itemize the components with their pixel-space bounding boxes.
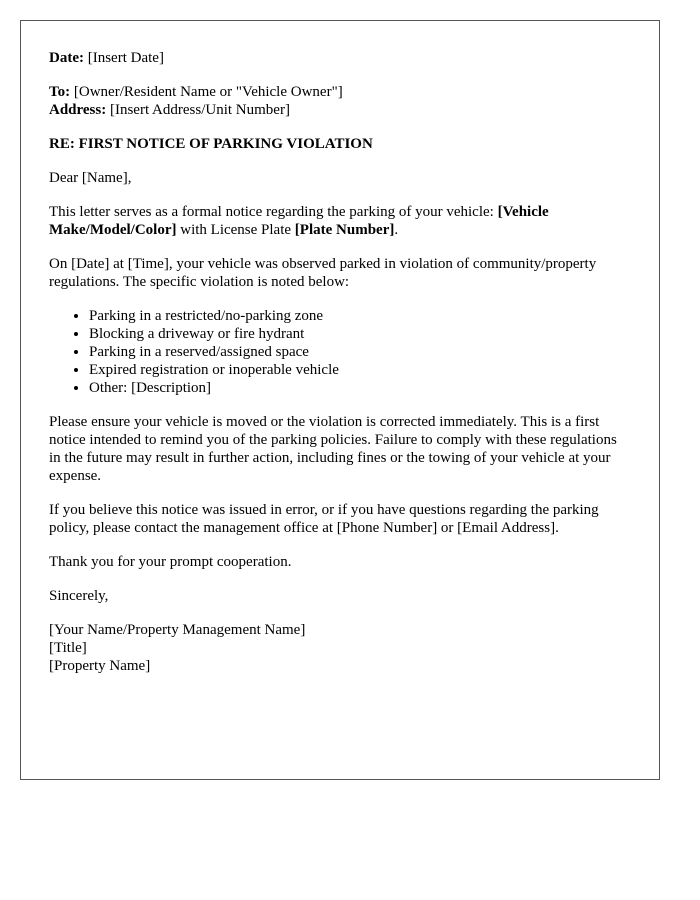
list-item: • Parking in a restricted/no-parking zone (89, 307, 631, 325)
vehicle-text-a: This letter serves as a formal notice regarding the parking of your vehicle: (49, 204, 498, 220)
list-item: • Parking in a reserved/assigned space (89, 343, 631, 361)
closing: Sincerely, (49, 588, 109, 604)
thanks-paragraph: Thank you for your prompt cooperation. (49, 554, 292, 570)
to-line (49, 83, 631, 101)
address-line (49, 101, 631, 119)
address-value: [Insert Address/Unit Number] (106, 102, 290, 118)
date-value: [Insert Date] (83, 50, 164, 66)
violation-list (49, 307, 631, 397)
to-label: To: (49, 84, 71, 100)
letter-page (20, 20, 660, 780)
address-label: Address: (49, 102, 107, 118)
subject-line: RE: FIRST NOTICE OF PARKING VIOLATION (49, 136, 373, 152)
violation-paragraph: On [Date] at [Time], your vehicle was observed parked in violation of community/property regulations. The specific violation is noted below: (49, 256, 597, 290)
contact-paragraph: If you believe this notice was issued in error, or if you have questions regarding the parking policy, please contact the management office at [Phone Number] or [Email Address]. (49, 502, 599, 536)
vehicle-paragraph (49, 203, 631, 239)
compliance-paragraph: Please ensure your vehicle is moved or the violation is corrected immediately. This is a first notice intended to remind you of the parking policies. Failure to comply with these regulations in the future may result in further action, including fines or the towing of your vehicle at your expense. (49, 414, 617, 484)
list-item: • Blocking a driveway or fire hydrant (89, 325, 631, 343)
list-item: • Other: [Description] (89, 379, 631, 397)
signature-property: [Property Name] (49, 658, 151, 674)
signature-title: [Title] (49, 640, 87, 656)
list-item: • Expired registration or inoperable vehicle (89, 361, 631, 379)
vehicle-description: [Vehicle Make/Model/Color] (49, 204, 549, 238)
date-line (49, 49, 631, 67)
vehicle-text-b: with License Plate (176, 222, 295, 238)
plate-number: [Plate Number] (294, 222, 395, 238)
to-value: [Owner/Resident Name or "Vehicle Owner"] (70, 84, 343, 100)
signature-name: [Your Name/Property Management Name] (49, 622, 306, 638)
vehicle-text-c: . (394, 222, 399, 238)
date-label: Date: (49, 50, 84, 66)
salutation: Dear [Name], (49, 170, 132, 186)
